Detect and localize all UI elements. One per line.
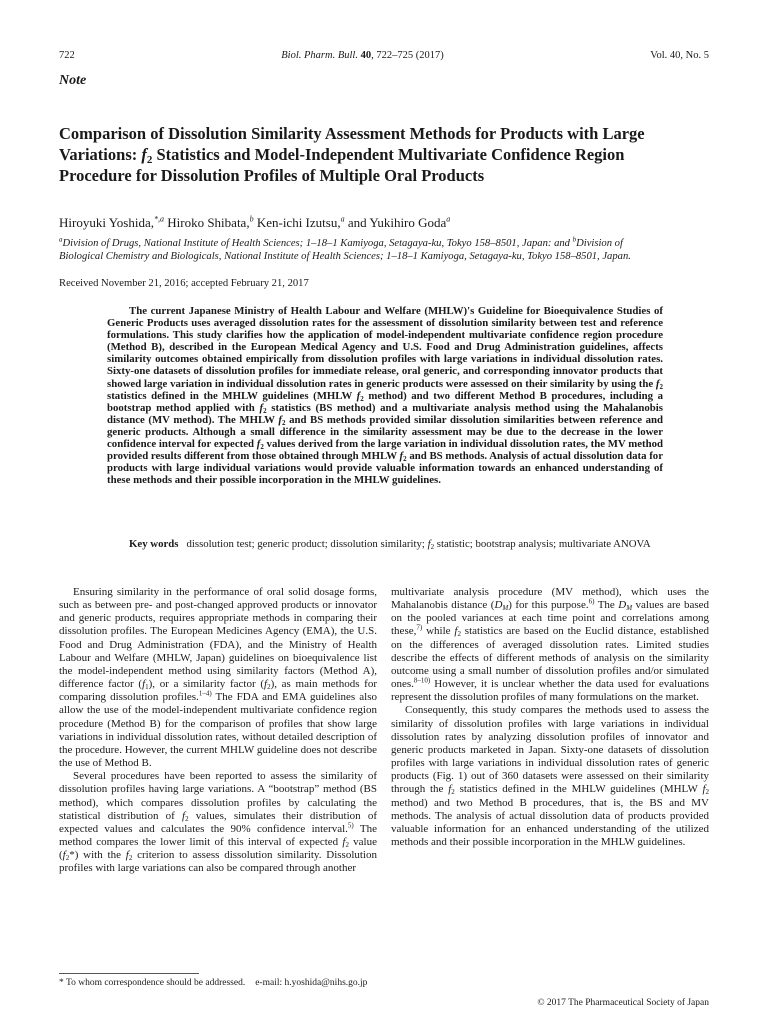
- body-paragraph: Consequently, this study compares the methods used to assess the similarity of dissolution profiles with large variations in individual dissolution rates by analyzing dissolution profiles of innovator and generic products marketed in Japan. Sixty-one datasets of dissolution profiles with large variations in individual dissolution rates of generic products (Fig. 1) out of 360 datasets were assessed on their similarity through the $f_2$ statistics defined in the MHLW guidelines (MHLW $f_2$ method) and two Method B procedures, that is, the BS and MV methods. The analysis of actual dissolution data of products provided valuable information for an enhanced understanding of the utilized methods and their possible incorporation in the MHLW guidelines.: [391, 704, 709, 848]
- journal-citation: [281, 50, 443, 61]
- author-mark: a: [340, 214, 345, 224]
- author-mark: a: [446, 214, 451, 224]
- author-mark: *,a: [154, 214, 164, 224]
- affiliations: $^a$Division of Drugs, National Institute of Health Sciences; 1–18–1 Kamiyoga, Setagaya-ku, Tokyo 158–8501, Japan: and $^b$Division of Biological Chemistry and Biologicals, National Institute of Health Sciences; 1–18–1 Kamiyoga, Setagaya-ku, Tokyo 158–8501, Japan.: [59, 235, 631, 263]
- journal-abbrev: Biol. Pharm. Bull.: [281, 50, 358, 61]
- page-number: 722: [59, 50, 75, 61]
- author-name: Hiroko Shibata,: [164, 215, 250, 230]
- author-mark: b: [249, 214, 254, 224]
- citation-ref: 7): [416, 623, 423, 632]
- abstract: The current Japanese Ministry of Health Labour and Welfare (MHLW)'s Guideline for Bioequivalence Studies of Generic Products uses averaged dissolution rates for the assessment of dissolution similarity between test and reference formulations. This study clarifies how the application of model-independent multivariate confidence region procedure (Method B), described in the European Medical Agency and U.S. Food and Drug Administration guidelines, affects similarity outcomes obtained empirically from dissolution profiles with large variations in individual dissolution rates. Sixty-one datasets of dissolution profiles for immediate release, oral generic, and corresponding innovator products that showed large variation in individual dissolution rates in generic products were assessed on their similarity by using the $f_2$ statistics defined in the MHLW guidelines (MHLW $f_2$ method) and two different Method B procedures, including a bootstrap method applied with $f_2$ statistics (BS method) and a multivariate analysis method using the Mahalanobis distance (MV method). The MHLW $f_2$ and BS methods provided similar dissolution similarities between reference and generic products. Although a small difference in the similarity assessment may be due to the decrease in the lower confidence interval for expected $f_2$ values derived from the large variation in individual dissolution rates, the MV method provided results different from those obtained through MHLW $f_2$ and BS methods. Analysis of actual dissolution data for products with large individual variations would provide valuable information towards an enhanced understanding of these methods and their possible incorporation in the MHLW guidelines.: [107, 305, 663, 487]
- volume-issue: Vol. 40, No. 5: [650, 50, 709, 61]
- body-column-left: [59, 586, 377, 875]
- journal-volume: 40: [360, 50, 372, 61]
- citation-ref: 8–10): [413, 676, 431, 685]
- author-name: Ken-ichi Izutsu,: [253, 215, 341, 230]
- author-list: [59, 215, 709, 231]
- footnote-rule: [59, 973, 199, 974]
- keywords: Key words dissolution test; generic product; dissolution similarity; $f_2$ statistic; bootstrap analysis; multivariate ANOVA: [129, 538, 651, 551]
- author-name: Hiroyuki Yoshida,: [59, 215, 154, 230]
- author-name: and Yukihiro Goda: [344, 215, 447, 230]
- body-paragraph: Ensuring similarity in the performance of oral solid dosage forms, such as between pre- and post-changed approved products or innovator and generic products, requires appropriate methods in comparing their dissolution profiles. The European Medicines Agency (EMA), the U.S. Food and Drug Administration (FDA), and the Ministry of Health Labour and Welfare (MHLW, Japan) guidelines on bioequivalence list the model-independent method using similarity factors (Method A), difference factor $(f_1)$, or a similarity factor $(f_2)$, as main methods for comparing dissolution profiles.$^{1-4)}$ The FDA and EMA guidelines also allow the use of the model-independent multivariate confidence region procedure (Method B) for the comparison of profiles that show large variations in individual dissolution rates, without detailed description of the procedure. However, the current MHLW guideline does not describe the use of Method B.: [59, 586, 377, 770]
- received-dates: Received November 21, 2016; accepted February 21, 2017: [59, 278, 309, 289]
- body-paragraph: Several procedures have been reported to assess the similarity of dissolution profiles having large variations. A “bootstrap” method (BS method), which compares dissolution profiles by calculating the statistical distribution of $f_2$ values, simulates their distribution of expected values and calculates the 90% confidence interval.$^{5)}$ The method compares the lower limit of this interval of expected $f_2$ value $(f_2*)$ with the $f_2$ criterion to assess dissolution similarity. Dissolution profiles with large variations can also be compared through another: [59, 770, 377, 875]
- section-label: Note: [59, 73, 87, 88]
- citation-ref: 1–4): [198, 689, 212, 698]
- journal-pages-year: , 722–725 (2017): [371, 50, 444, 61]
- citation-ref: 5): [347, 821, 354, 830]
- article-title: Comparison of Dissolution Similarity Assessment Methods for Products with Large Variations: $f_2$ Statistics and Model-Independent Multivariate Confidence Region Procedure for Dissolution Profiles of Multiple Oral Products: [59, 124, 645, 185]
- keywords-label: Key words: [129, 538, 179, 550]
- contact-email: e-mail: h.yoshida@nihs.go.jp: [255, 978, 368, 988]
- body-column-right: [391, 586, 709, 849]
- correspondence-footnote: * To whom correspondence should be addressed. e-mail: h.yoshida@nihs.go.jp: [59, 978, 368, 988]
- body-paragraph: multivariate analysis procedure (MV method), which uses the Mahalanobis distance $(D_M)$ for this purpose.$^{6)}$ The $D_M$ values are based on the pooled variances at each time point and correlations among these,$^{7)}$ while $f_2$ statistics are based on the Euclid distance, established on the differences of averaged dissolution rates. Limited studies describe the effects of different methods of analysis on the similarity outcome using a small number of dissolution profiles and/or simulated ones.$^{8-10)}$ However, it is unclear whether the data used for evaluations represent the dissolution profiles of many formulations on the market.: [391, 586, 710, 704]
- copyright-notice: © 2017 The Pharmaceutical Society of Japan: [537, 998, 709, 1008]
- running-head: [59, 50, 709, 61]
- citation-ref: 6): [588, 597, 595, 606]
